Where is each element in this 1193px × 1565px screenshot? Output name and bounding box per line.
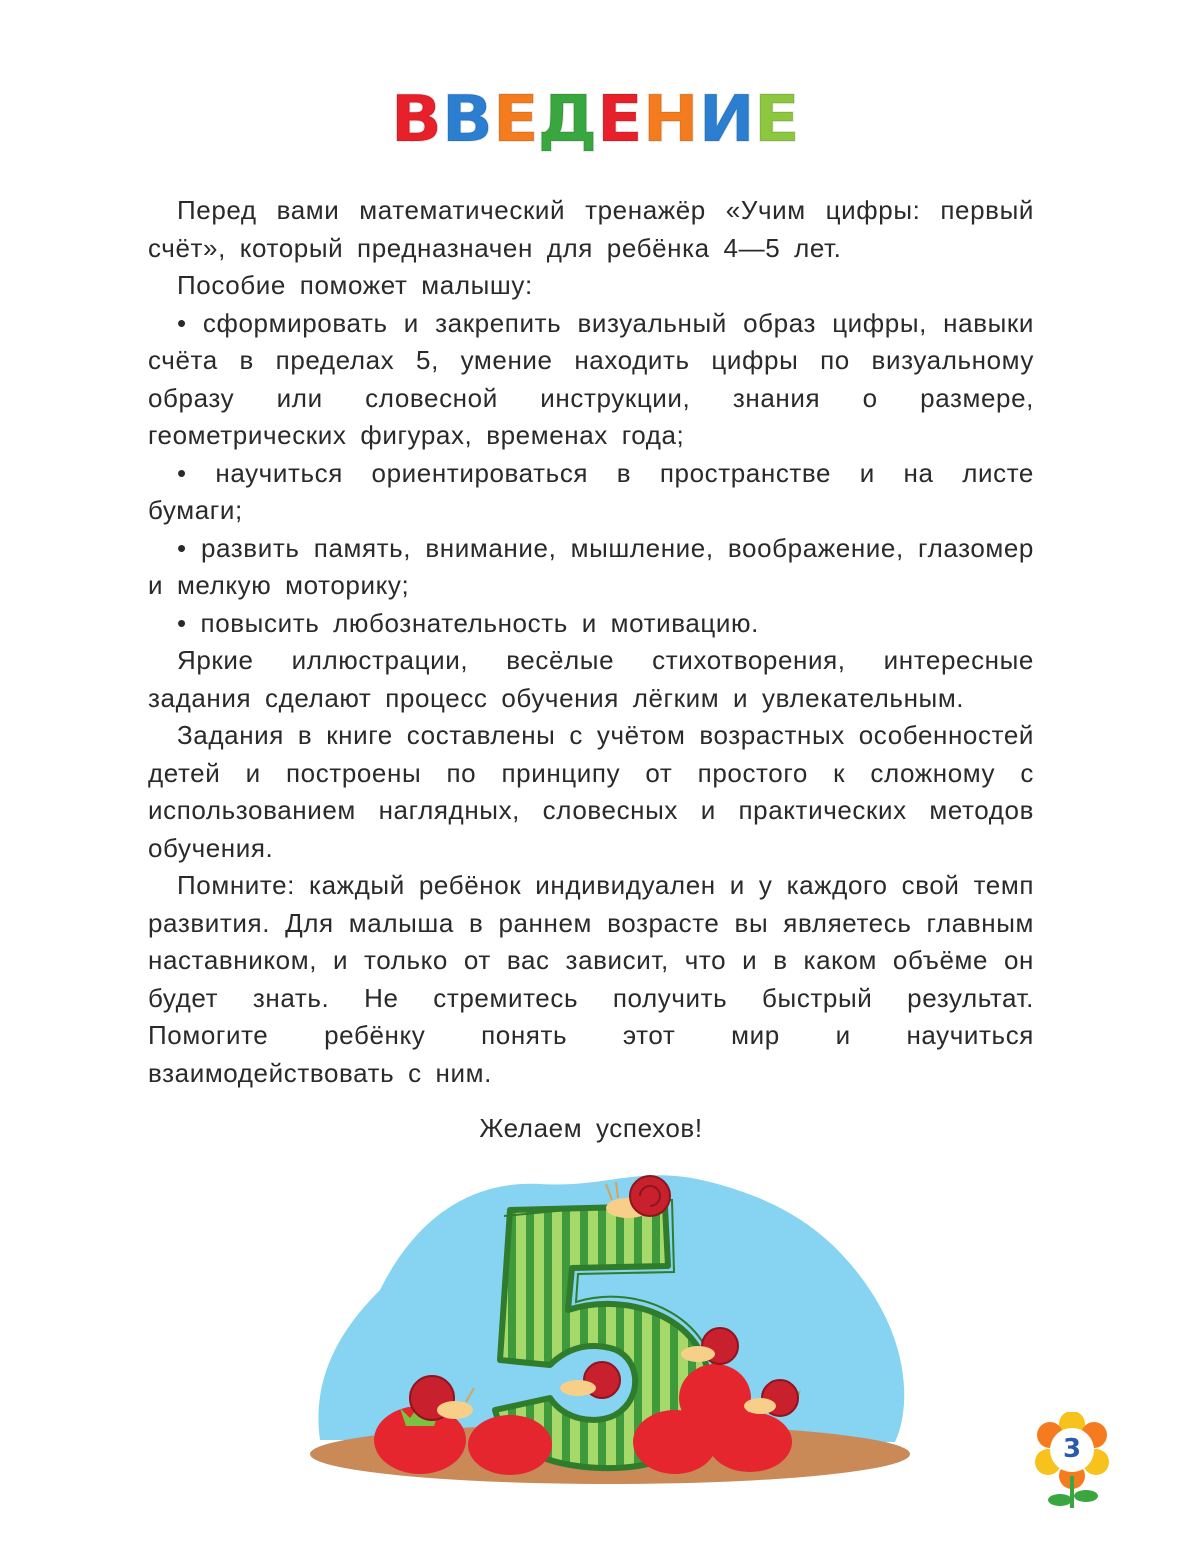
paragraph: Помните: каждый ребёнок индивидуален и у каждого свой темп развития. Для малыша в раннем возрасте вы являетесь главным наставником, и только от вас зависит, что и в каком объёме он будет знать. Не стремитесь получить быстрый результат. Помогите ребёнку понять этот мир и научиться взаимодействовать с ним. (148, 870, 1034, 1088)
title-letter: Е (492, 83, 541, 157)
page-title (0, 83, 1193, 157)
bullet-item: • развить память, внимание, мышление, воображение, глазомер и мелкую моторику; (148, 532, 1034, 600)
title-letter: Н (642, 83, 702, 157)
title-letter: Е (754, 83, 803, 157)
paragraph: Пособие поможет малышу: (177, 270, 533, 300)
bullet-item: • сформировать и закрепить визуальный образ цифры, навыки счёта в пределах 5, умение находить цифры по визуальному образу или словесной инструкции, знания о размере, геометрических фигурах, временах года; (148, 307, 1034, 450)
page-number: 3 (1062, 1434, 1082, 1464)
strawberry-left-2 (468, 1415, 552, 1475)
title-letter: В (441, 83, 495, 157)
bullet-item: • научиться ориентироваться в пространстве и на листе бумаги; (148, 457, 1034, 525)
title-letter: В (390, 83, 445, 157)
title-letter: Д (537, 83, 600, 157)
number-five-illustration (310, 1170, 910, 1490)
title-letter: Е (597, 83, 646, 157)
paragraph: Задания в книге составлены с учётом возрастных особенностей детей и построены по принципу от простого к сложному с использованием наглядных, словесных и практических методов обучения. (148, 720, 1034, 863)
bullet-item: • повысить любознательность и мотивацию. (177, 607, 759, 638)
closing-wish: Желаем успехов! (479, 1113, 703, 1143)
paragraph: Перед вами математический тренажёр «Учим цифры: первый счёт», который предназначен для ребёнка 4—5 лет. (148, 195, 1034, 263)
body-text (148, 192, 1034, 1148)
paragraph: Яркие иллюстрации, весёлые стихотворения, интересные задания сделают процесс обучения лёгким и увлекательным. (148, 645, 1034, 713)
title-letter: И (698, 83, 757, 157)
